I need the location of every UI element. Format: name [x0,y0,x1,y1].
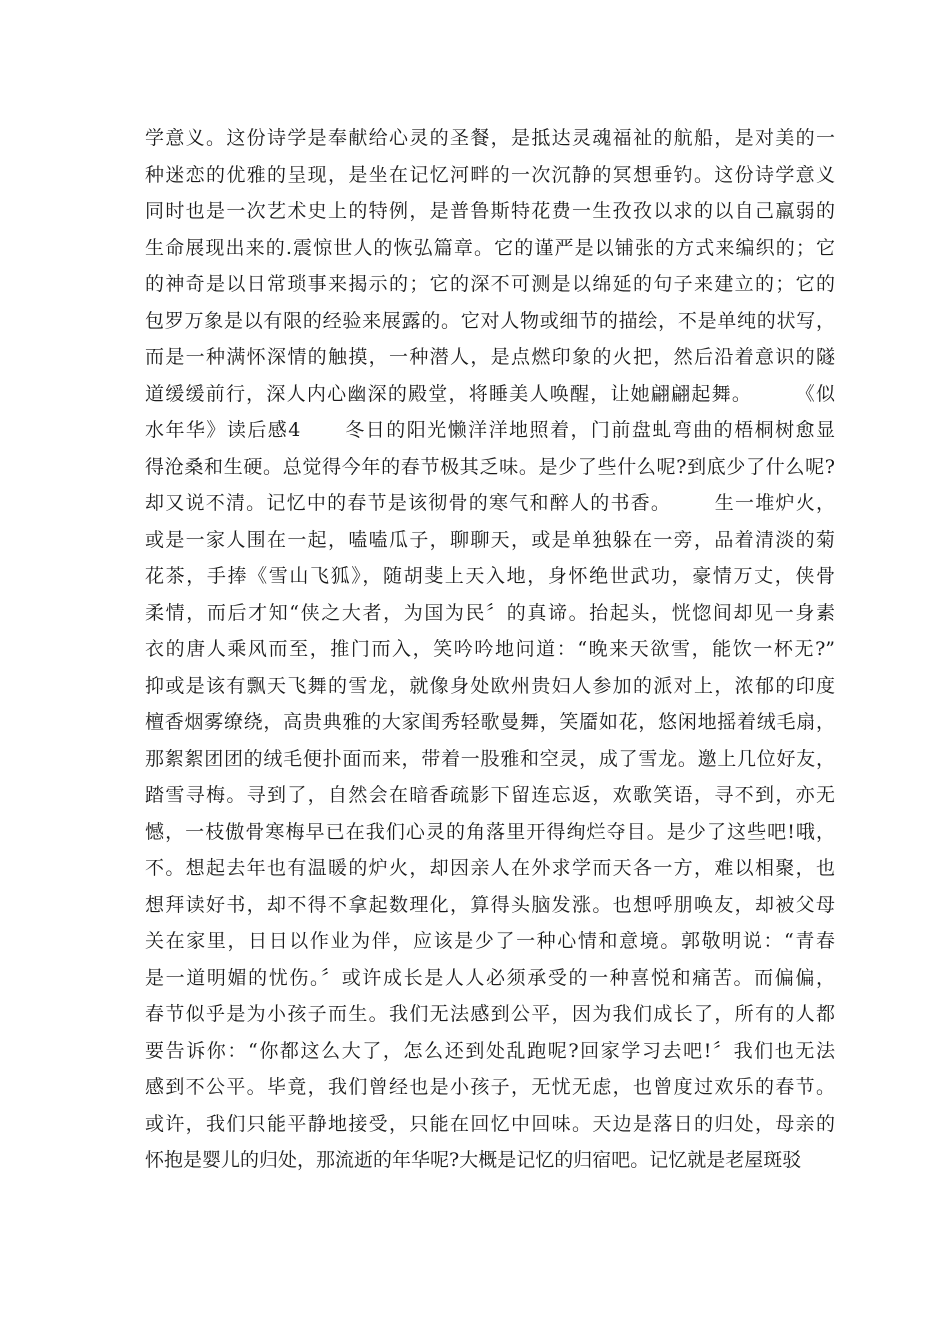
text-line: 是一道明媚的忧伤。〞或许成长是人人必须承受的一种喜悦和痛苦。而偏偏， [145,966,835,989]
text-line: 或许，我们只能平静地接受，只能在回忆中回味。天边是落日的归处，母亲的 [145,1112,835,1135]
text-line: 踏雪寻梅。寻到了，自然会在暗香疏影下留连忘返，欢歌笑语，寻不到，亦无 [145,784,835,806]
text-line: 学意义。这份诗学是奉献给心灵的圣餐，是抵达灵魂福祉的航船，是对美的一 [145,127,835,149]
body-text [145,120,835,1179]
text-line: 檀香烟雾缭绕，高贵典雅的大家闺秀轻歌曼舞，笑靥如花，悠闲地摇着绒毛扇， [145,711,835,733]
text-line: 水年华》读后感4 冬日的阳光懒洋洋地照着，门前盘虬弯曲的梧桐树愈显 [145,419,835,441]
text-line: 不。想起去年也有温暖的炉火，却因亲人在外求学而天各一方，难以相聚，也 [145,857,835,879]
text-line: 想拜读好书，却不得不拿起数理化，算得头脑发涨。也想呼朋唤友，却被父母 [145,893,835,916]
text-line: 的神奇是以日常琐事来揭示的；它的深不可测是以绵延的句子来建立的；它的 [145,273,835,295]
text-line: 柔情，而后才知“侠之大者，为国为民〞的真谛。抬起头，恍惚间却见一身素 [145,601,835,624]
text-line: 道缓缓前行，深人内心幽深的殿堂，将睡美人唤醒，让她翩翩起舞。 《似 [145,382,835,405]
text-line: 包罗万象是以有限的经验来展露的。它对人物或细节的描绘，不是单纯的状写， [145,309,835,332]
text-line: 却又说不清。记忆中的春节是该彻骨的寒气和醉人的书香。 生一堆炉火， [145,492,835,514]
text-line: 抑或是该有飘天飞舞的雪龙，就像身处欧州贵妇人参加的派对上，浓郁的印度 [145,674,835,697]
text-line: 那絮絮团团的绒毛便扑面而来，带着一股雅和空灵，成了雪龙。邀上几位好友， [145,747,835,770]
text-line: 得沧桑和生硬。总觉得今年的春节极其乏味。是少了些什么呢?到底少了什么呢? [145,455,835,478]
text-line: 衣的唐人乘风而至，推门而入，笑吟吟地问道：“晚来天欲雪，能饮一杯无?” [145,638,835,660]
text-line: 憾，一枝傲骨寒梅早已在我们心灵的角落里开得绚烂夺目。是少了这些吧!哦， [145,820,835,843]
text-line: 花茶，手捧《雪山飞狐》，随胡斐上天入地，身怀绝世武功，豪情万丈，侠骨 [145,565,835,587]
text-line: 关在家里，日日以作业为伴，应该是少了一种心情和意境。郭敬明说：“青春 [145,930,835,952]
text-line: 生命展现出来的.震惊世人的恢弘篇章。它的谨严是以铺张的方式来编织的；它 [145,236,835,259]
text-line: 春节似乎是为小孩子而生。我们无法感到公平，因为我们成长了，所有的人都 [145,1003,835,1025]
text-line: 感到不公平。毕竟，我们曾经也是小孩子，无忧无虑，也曾度过欢乐的春节。 [145,1076,835,1098]
text-line: 种迷恋的优雅的呈现，是坐在记忆河畔的一次沉静的冥想垂钓。这份诗学意义 [145,163,835,186]
text-line: 怀抱是婴儿的归处，那流逝的年华呢?大概是记忆的归宿吧。记忆就是老屋斑驳 [145,1149,802,1171]
text-line: 而是一种满怀深情的触摸，一种潜人，是点燃印象的火把，然后沿着意识的隧 [145,346,835,368]
text-line: 要告诉你：“你都这么大了，怎么还到处乱跑呢?回家学习去吧!〞我们也无法 [145,1039,835,1062]
text-line: 同时也是一次艺术史上的特例，是普鲁斯特花费一生孜孜以求的以自己羸弱的 [145,200,835,222]
text-line: 或是一家人围在一起，嗑嗑瓜子，聊聊天，或是单独躲在一旁，品着清淡的菊 [145,528,835,551]
